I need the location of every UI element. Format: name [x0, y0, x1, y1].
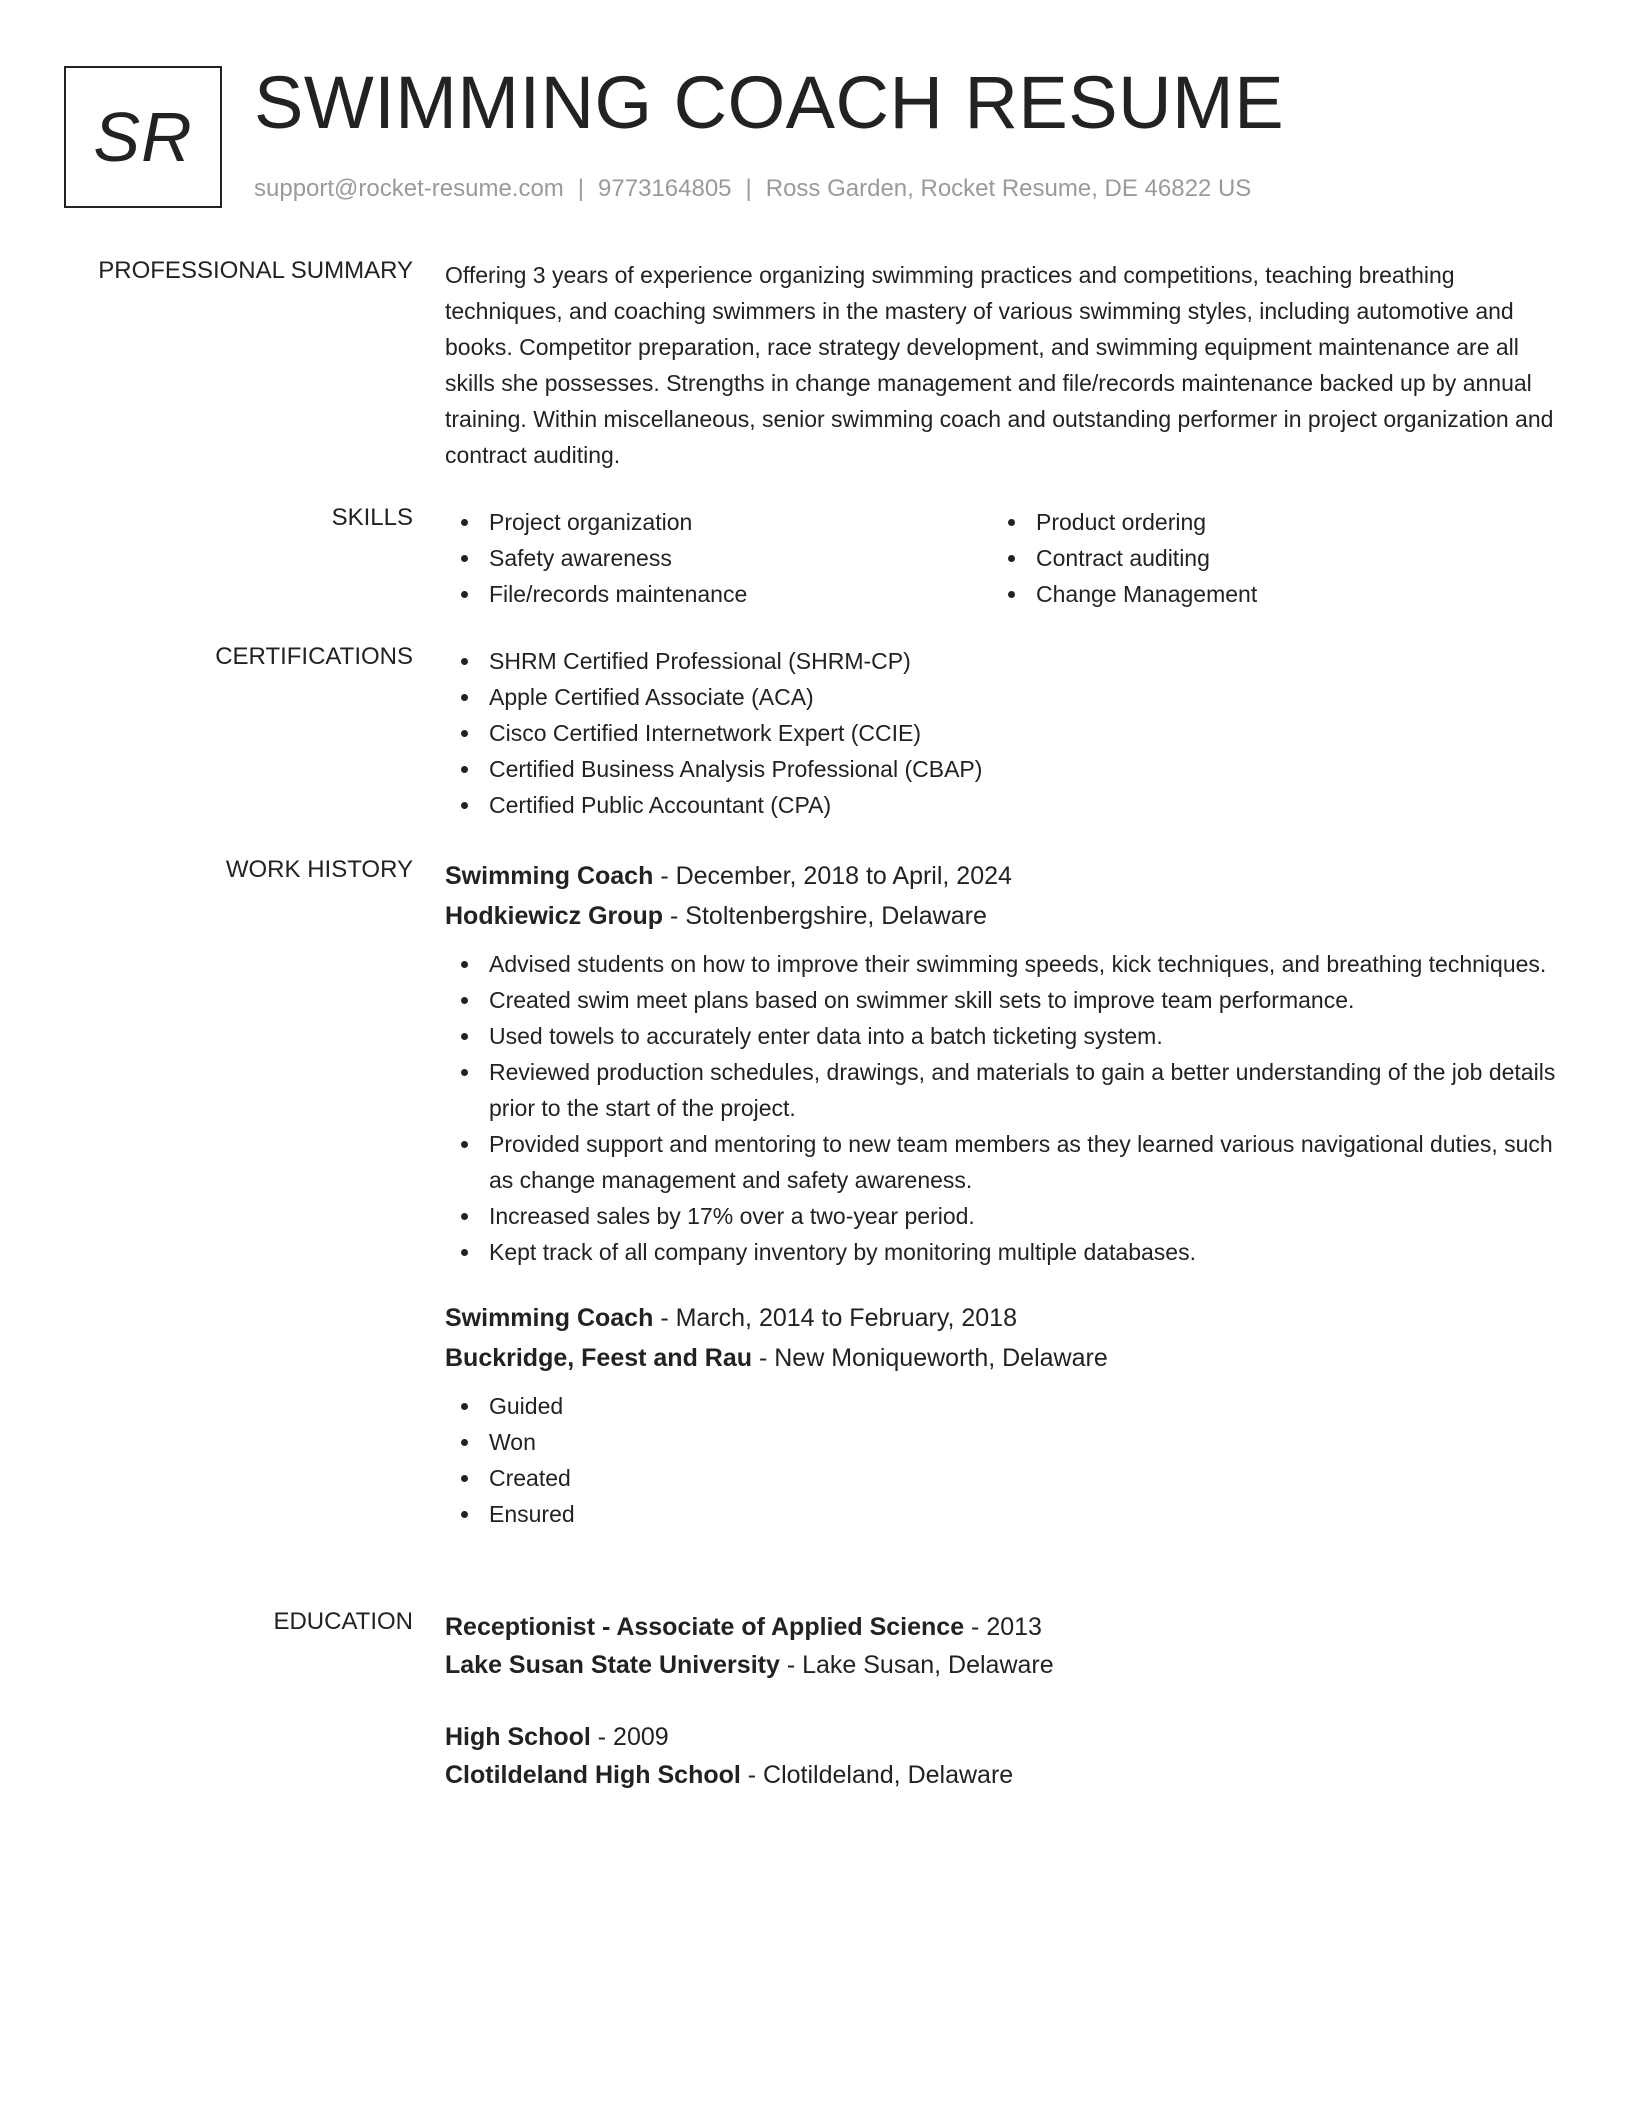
job-title: Swimming Coach: [445, 862, 654, 890]
school-location: - Lake Susan, Delaware: [779, 1651, 1054, 1679]
skills-body: [445, 504, 1560, 612]
job-title: Swimming Coach: [445, 1304, 654, 1332]
education-body: [445, 1608, 1560, 1794]
job-location: - Stoltenbergshire, Delaware: [663, 902, 987, 930]
skill-item: Contract auditing: [992, 540, 1539, 576]
job-location: - New Moniqueworth, Delaware: [752, 1344, 1108, 1372]
work-history-body: [445, 856, 1560, 1532]
certification-item: Apple Certified Associate (ACA): [445, 679, 1560, 715]
summary-heading: PROFESSIONAL SUMMARY: [98, 257, 413, 284]
job-duty-item: Won: [445, 1424, 1560, 1460]
skills-list-right: [992, 504, 1539, 612]
job-duty-item: Created swim meet plans based on swimmer skill sets to improve team performance.: [445, 982, 1560, 1018]
education-heading: EDUCATION: [273, 1608, 413, 1635]
job-duty-item: Kept track of all company inventory by monitoring multiple databases.: [445, 1234, 1560, 1270]
contact-line: [254, 175, 1251, 203]
work-history-heading: WORK HISTORY: [225, 856, 413, 883]
school-line: [445, 1756, 1560, 1794]
education-entry: [445, 1718, 1560, 1794]
job-company-line: [445, 896, 1560, 936]
job-duty-item: Increased sales by 17% over a two-year period.: [445, 1198, 1560, 1234]
contact-separator: |: [745, 175, 752, 202]
certifications-heading: CERTIFICATIONS: [215, 643, 413, 670]
school-name: Lake Susan State University: [445, 1651, 780, 1679]
skills-heading: SKILLS: [331, 504, 413, 531]
job-title-line: [445, 1298, 1560, 1338]
job-duty-item: Used towels to accurately enter data into a batch ticketing system.: [445, 1018, 1560, 1054]
job-company: Buckridge, Feest and Rau: [445, 1344, 753, 1372]
summary-text: Offering 3 years of experience organizing swimming practices and competitions, teaching breathing techniques, and coaching swimmers in the mastery of various swimming styles, including automotive and books. Competitor preparation, race strategy development, and swimming equipment maintenance are all skills she possesses. Strengths in change management and file/records maintenance backed up by annual training. Within miscellaneous, senior swimming coach and outstanding performer in project organization and contract auditing.: [445, 262, 1554, 468]
contact-phone[interactable]: 9773164805: [598, 175, 732, 202]
job-duty-item: Created: [445, 1460, 1560, 1496]
certifications-list: [445, 643, 1560, 823]
school-line: [445, 1646, 1560, 1684]
certification-item: Certified Business Analysis Professional (CBAP): [445, 751, 1560, 787]
job-title-line: [445, 856, 1560, 896]
certification-item: Certified Public Accountant (CPA): [445, 787, 1560, 823]
job-entry: [445, 1298, 1560, 1532]
school-name: Clotildeland High School: [445, 1761, 741, 1789]
job-company-line: [445, 1338, 1560, 1378]
contact-separator: |: [577, 175, 585, 202]
resume-title: SWIMMING COACH RESUME: [254, 61, 1285, 144]
job-duty-item: Provided support and mentoring to new team members as they learned various navigational duties, such as change management and safety awareness.: [445, 1126, 1560, 1198]
skill-item: Product ordering: [992, 504, 1539, 540]
job-dates: - December, 2018 to April, 2024: [653, 862, 1012, 890]
job-duty-item: Ensured: [445, 1496, 1560, 1532]
job-duties-list: [445, 1388, 1560, 1532]
certification-item: SHRM Certified Professional (SHRM-CP): [445, 643, 1560, 679]
job-duties-list: [445, 946, 1560, 1270]
degree-year: - 2009: [590, 1723, 669, 1751]
initials-monogram: [64, 66, 222, 208]
degree-line: [445, 1608, 1560, 1646]
school-location: - Clotildeland, Delaware: [740, 1761, 1014, 1789]
skills-list-left: [445, 504, 992, 612]
initials-text: SR: [93, 98, 193, 176]
education-entry: [445, 1608, 1560, 1684]
certification-item: Cisco Certified Internetwork Expert (CCIE): [445, 715, 1560, 751]
job-entry: [445, 856, 1560, 1270]
degree-line: [445, 1718, 1560, 1756]
skill-item: Change Management: [992, 576, 1539, 612]
certifications-body: [445, 643, 1560, 823]
degree-name: Receptionist - Associate of Applied Science: [445, 1613, 965, 1641]
skill-item: File/records maintenance: [445, 576, 992, 612]
contact-address: Ross Garden, Rocket Resume, DE 46822 US: [765, 175, 1252, 202]
skill-item: Safety awareness: [445, 540, 992, 576]
degree-name: High School: [445, 1723, 591, 1751]
degree-year: - 2013: [964, 1613, 1042, 1641]
skill-item: Project organization: [445, 504, 992, 540]
job-dates: - March, 2014 to February, 2018: [653, 1304, 1017, 1332]
contact-email[interactable]: support@rocket-resume.com: [254, 175, 564, 202]
summary-body: [445, 257, 1560, 473]
job-duty-item: Reviewed production schedules, drawings, and materials to gain a better understanding of the job details prior to the start of the project.: [445, 1054, 1560, 1126]
job-company: Hodkiewicz Group: [445, 902, 664, 930]
job-duty-item: Guided: [445, 1388, 1560, 1424]
job-duty-item: Advised students on how to improve their swimming speeds, kick techniques, and breathing techniques.: [445, 946, 1560, 982]
